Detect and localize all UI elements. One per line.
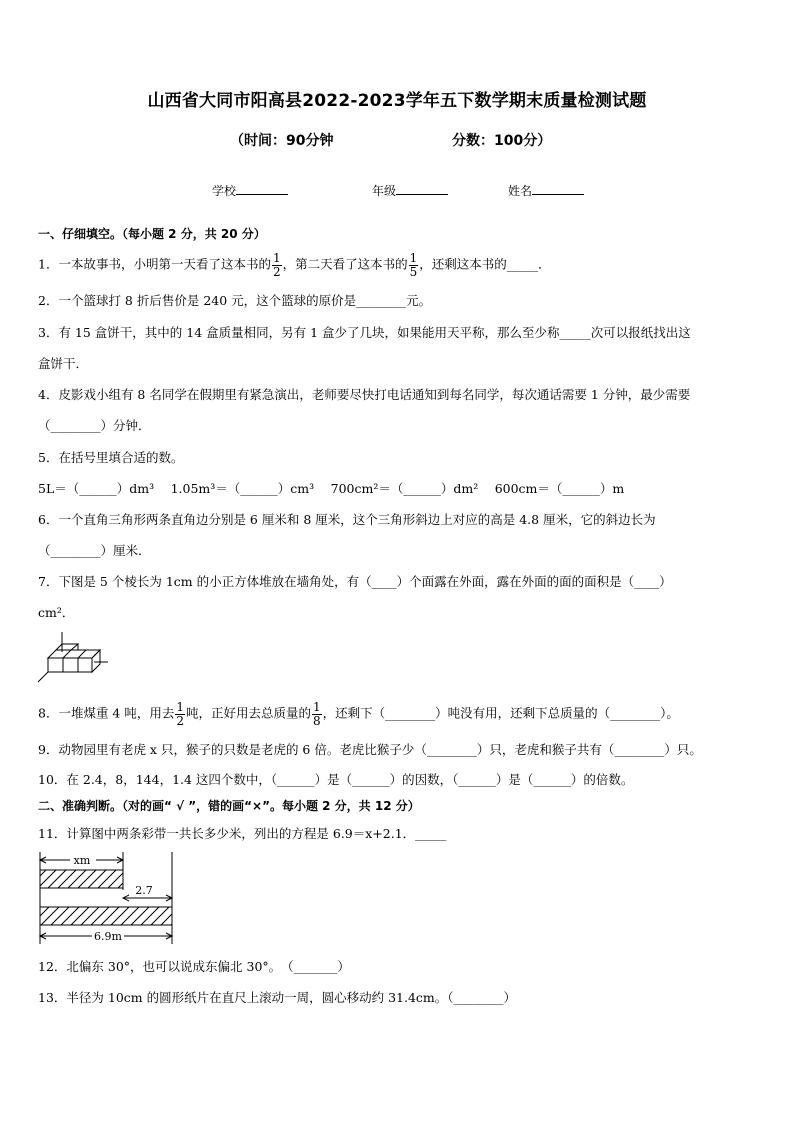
question-12: 12．北偏东 30°，也可以说成东偏北 30°。 （_______） — [38, 959, 350, 974]
fraction-numerator: 1 — [272, 251, 281, 265]
question-5-line-2: 5L＝（______）dm³ 1.05m³＝（______）cm³ 700cm²＝（______）dm² 600cm＝（______）m — [38, 481, 625, 496]
ribbons-figure — [36, 850, 186, 946]
question-9: 9．动物园里有老虎 x 只，猴子的只数是老虎的 6 倍。老虎比猴子少（________）只，老虎和猴子共有（________）只。 — [38, 742, 702, 757]
name-blank — [532, 183, 584, 195]
question-7-line-2: cm²． — [38, 605, 75, 620]
q1-text-c: ，还剩这本书的_____． — [419, 256, 551, 272]
fraction-numerator: 1 — [176, 700, 184, 714]
section-2-heading: 二、准确判断。（对的画“ √ ”，错的画“×”。每小题 2 分，共 12 分） — [38, 799, 420, 813]
fraction-numerator: 1 — [313, 700, 321, 714]
question-11: 11．计算图中两条彩带一共长多少米，列出的方程是 6.9＝x+2.1．_____ — [38, 826, 447, 841]
grade-blank — [396, 183, 448, 195]
question-6-line-2: （________）厘米． — [38, 543, 151, 558]
q8-text-c: ，还剩下（________）吨没有用，还剩下总质量的（________）。 — [322, 705, 679, 721]
question-7-line-1: 7．下图是 5 个棱长为 1cm 的小正方体堆放在墙角处，有（____）个面露在外面，露在外面的面的面积是（____） — [38, 574, 672, 589]
cubes-corner-figure — [34, 630, 114, 688]
grade-field — [372, 182, 448, 199]
question-10: 10．在 2.4，8，144，1.4 这四个数中，（______）是（______）的因数，（______）是（______）的倍数。 — [38, 772, 634, 787]
question-3-line-1: 3．有 15 盒饼干，其中的 14 盒质量相同，另有 1 盒少了几块，如果能用天平称，那么至少称_____次可以报纸找出这 — [38, 325, 691, 340]
grade-label: 年级 — [372, 184, 397, 198]
name-label: 姓名 — [508, 184, 533, 198]
ribbon-gap-label: 2.7 — [135, 884, 153, 897]
fraction-one-eighth — [312, 701, 322, 727]
school-label: 学校 — [212, 184, 237, 198]
q1-text-a: 1．一本故事书，小明第一天看了这本书的 — [38, 256, 271, 272]
ribbon-top-label: xm — [73, 854, 91, 867]
question-4-line-1: 4．皮影戏小组有 8 名同学在假期里有紧急演出，老师要尽快打电话通知到每名同学，每次通话需要 1 分钟，最少需要 — [38, 387, 691, 402]
school-field — [212, 182, 288, 199]
q8-text-b: 吨，正好用去总质量的 — [186, 705, 312, 721]
school-blank — [236, 183, 288, 195]
question-5-line-1: 5．在括号里填合适的数。 — [38, 450, 184, 465]
name-field — [508, 182, 584, 199]
section-1-heading: 一、仔细填空。（每小题 2 分，共 20 分） — [38, 227, 266, 241]
exam-title: 山西省大同市阳高县2022-2023学年五下数学期末质量检测试题 — [147, 91, 647, 111]
question-3-line-2: 盒饼干． — [38, 356, 89, 371]
fraction-one-half — [175, 701, 185, 727]
fraction-denominator: 8 — [313, 713, 321, 728]
exam-time: （时间：90分钟 — [230, 133, 334, 149]
exam-score: 分数：100分） — [452, 133, 552, 149]
q1-text-b: ，第二天看了这本书的 — [282, 256, 408, 272]
question-13: 13．半径为 10cm 的圆形纸片在直尺上滚动一周，圆心移动约 31.4cm。（________） — [38, 990, 517, 1005]
question-8 — [38, 701, 679, 727]
question-4-line-2: （________）分钟． — [38, 418, 151, 433]
question-6-line-1: 6．一个直角三角形两条直角边分别是 6 厘米和 8 厘米，这个三角形斜边上对应的高是 4.8 厘米，它的斜边长为 — [38, 512, 656, 527]
ribbon-total-label: 6.9m — [94, 930, 122, 943]
question-1 — [38, 252, 551, 278]
question-2: 2．一个篮球打 8 折后售价是 240 元，这个篮球的原价是________元。 — [38, 293, 432, 308]
fraction-denominator: 2 — [176, 713, 184, 728]
q8-text-a: 8．一堆煤重 4 吨，用去 — [38, 705, 175, 721]
fraction-one-fifth — [409, 252, 419, 278]
fraction-numerator: 1 — [409, 251, 418, 265]
fraction-denominator: 5 — [409, 264, 418, 279]
fraction-one-half — [272, 252, 282, 278]
fraction-denominator: 2 — [272, 264, 281, 279]
